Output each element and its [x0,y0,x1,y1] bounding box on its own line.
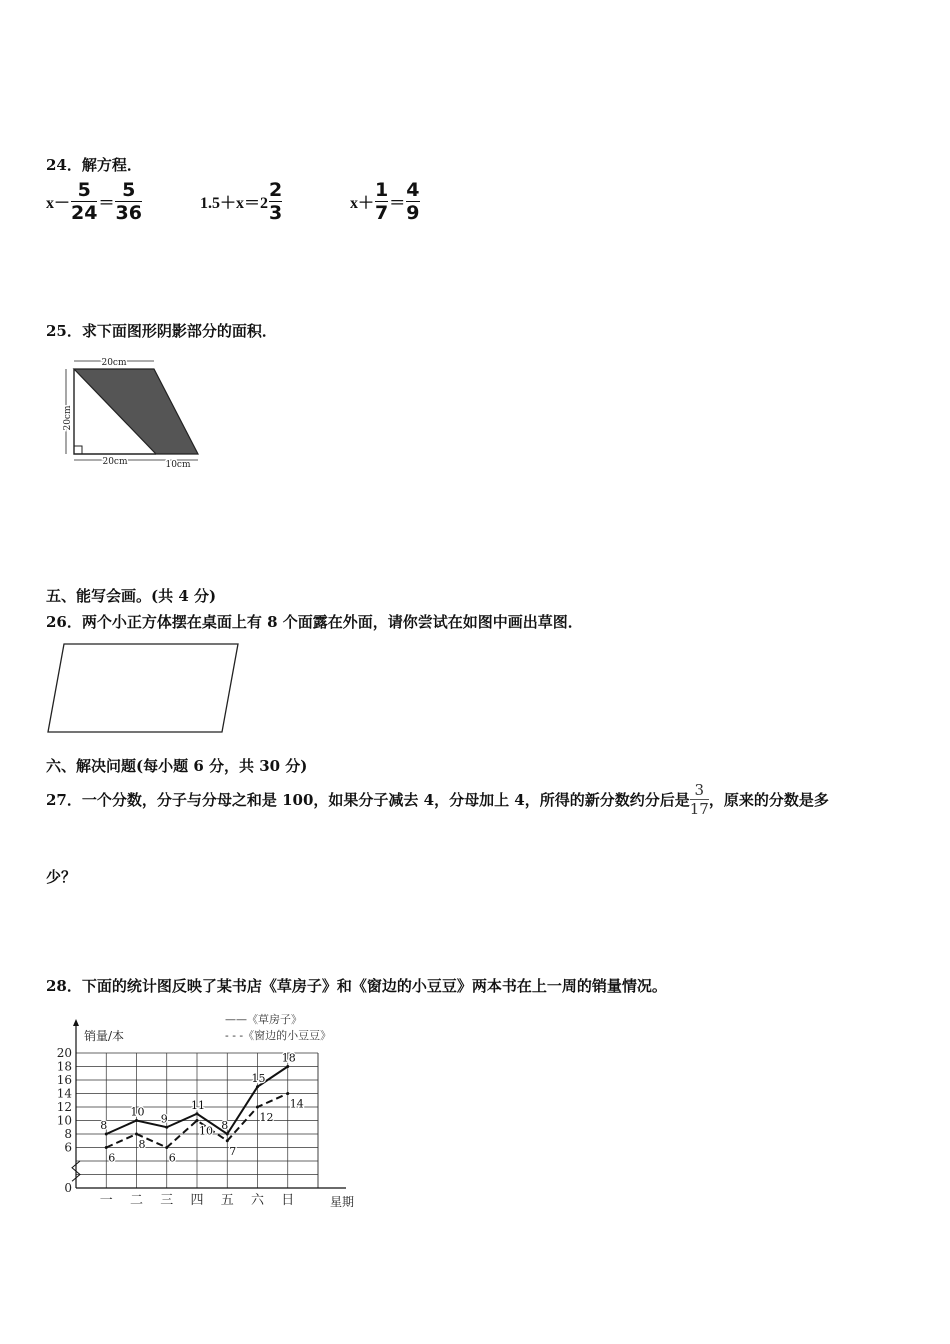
y-tick-label: 0 [64,1181,72,1195]
equation-2 [200,180,283,223]
y-tick-label: 8 [64,1127,72,1141]
eq1-equals: ＝ [98,195,115,212]
label-left: 20cm [63,405,73,431]
x-tick-label: 五 [220,1193,234,1208]
shaded-area-figure [60,356,205,471]
q27-text-after: ，原来的分数是多 [708,790,829,809]
eq1-lhs: x－ [46,195,71,212]
data-label: 8 [100,1119,108,1132]
data-point [196,1119,199,1122]
y-tick-label: 10 [56,1113,72,1128]
data-point [135,1133,138,1136]
label-bottom-right: 10cm [165,460,191,470]
q25-title: 25．求下面图形阴影部分的面积． [46,322,277,340]
data-label: 8 [221,1119,229,1132]
data-point [256,1085,259,1088]
q27-frac-den: 17 [689,799,709,818]
data-point [135,1119,138,1122]
q28-title: 28．下面的统计图反映了某书店《草房子》和《窗边的小豆豆》两本书在上一周的销量情况。 [46,977,667,995]
drawing-parallelogram [46,642,241,734]
shaded-region [74,369,198,454]
data-label: 14 [289,1097,304,1111]
data-label: 6 [108,1151,116,1165]
q26-title: 26．两个小正方体摆在桌面上有 8 个面露在外面，请你尝试在如图中画出草图． [46,613,583,631]
eq2-num: 2 [269,179,283,201]
q27-line2: 少？ [46,868,77,886]
x-tick-label: 四 [190,1193,204,1208]
y-tick-label: 20 [56,1046,72,1060]
q24-title: 24．解方程． [46,156,142,174]
q27-line1 [46,776,829,822]
data-label: 6 [168,1151,176,1165]
eq3-fraction-2 [406,180,419,223]
data-point [226,1139,229,1142]
section6-title: 六、解决问题(每小题 6 分，共 30 分) [46,757,308,775]
eq3-num-1: 1 [375,179,389,201]
data-label: 12 [259,1111,274,1124]
eq2-den: 3 [269,202,283,224]
data-point [105,1133,108,1136]
data-label: 18 [281,1051,296,1065]
axis-break-mark [72,1161,80,1181]
eq3-equals: ＝ [389,195,406,212]
data-point [105,1146,108,1149]
data-point [196,1112,199,1115]
data-label: 11 [191,1098,205,1112]
x-tick-label: 日 [281,1193,295,1208]
section5-title: 五、能写会画。(共 4 分) [46,587,217,605]
eq2-lhs: 1.5＋x＝2 [200,195,269,212]
eq3-den-1: 7 [375,202,389,224]
right-angle-mark [74,446,82,454]
data-point [286,1065,289,1068]
eq1-fraction-1 [71,180,97,223]
y-tick-label: 14 [56,1086,72,1101]
legend-dashed: - - -《窗边的小豆豆》 [225,1029,332,1042]
eq3-num-2: 4 [406,179,420,201]
eq2-fraction [269,180,282,223]
data-label: 15 [251,1071,266,1085]
eq3-fraction-1 [375,180,388,223]
eq1-fraction-2 [115,180,141,223]
label-top: 20cm [101,358,127,368]
eq3-den-2: 9 [406,202,420,224]
eq3-lhs: x＋ [350,195,375,212]
sales-line-chart [50,1008,390,1213]
y-tick-label: 12 [56,1100,72,1114]
data-label: 10 [199,1124,213,1138]
data-label: 8 [138,1138,146,1151]
q27-text-before: 27．一个分数，分子与分母之和是 100，如果分子减去 4，分母加上 4，所得的新分数约分后是 [46,790,690,809]
y-tick-label: 18 [56,1059,72,1074]
equation-1 [46,180,143,223]
x-tick-label: 一 [99,1193,113,1208]
eq1-num-1: 5 [77,179,91,201]
x-axis-label: 星期 [330,1195,355,1209]
x-tick-label: 三 [160,1193,174,1208]
y-axis-label: 销量/本 [84,1029,125,1043]
y-tick-label: 16 [56,1073,72,1087]
eq1-den-2: 36 [115,202,142,224]
data-label: 10 [130,1105,145,1119]
data-point [165,1126,168,1129]
eq1-num-2: 5 [122,179,136,201]
label-bottom: 20cm [102,457,128,467]
data-label: 9 [160,1112,168,1126]
q27-frac-num: 3 [694,780,705,799]
data-point [165,1146,168,1149]
eq1-den-1: 24 [71,202,98,224]
y-axis-arrow [73,1019,79,1026]
data-point [256,1106,259,1109]
data-point [286,1092,289,1095]
legend-solid: ——《草房子》 [225,1013,302,1026]
data-point [226,1133,229,1136]
y-tick-label: 6 [64,1140,72,1155]
q27-fraction [690,781,709,818]
parallelogram-outline [48,644,238,732]
equation-3 [350,180,421,223]
chart-axes [57,1019,346,1208]
data-label: 7 [229,1144,237,1158]
x-tick-label: 二 [129,1193,144,1208]
x-tick-label: 六 [250,1193,265,1208]
